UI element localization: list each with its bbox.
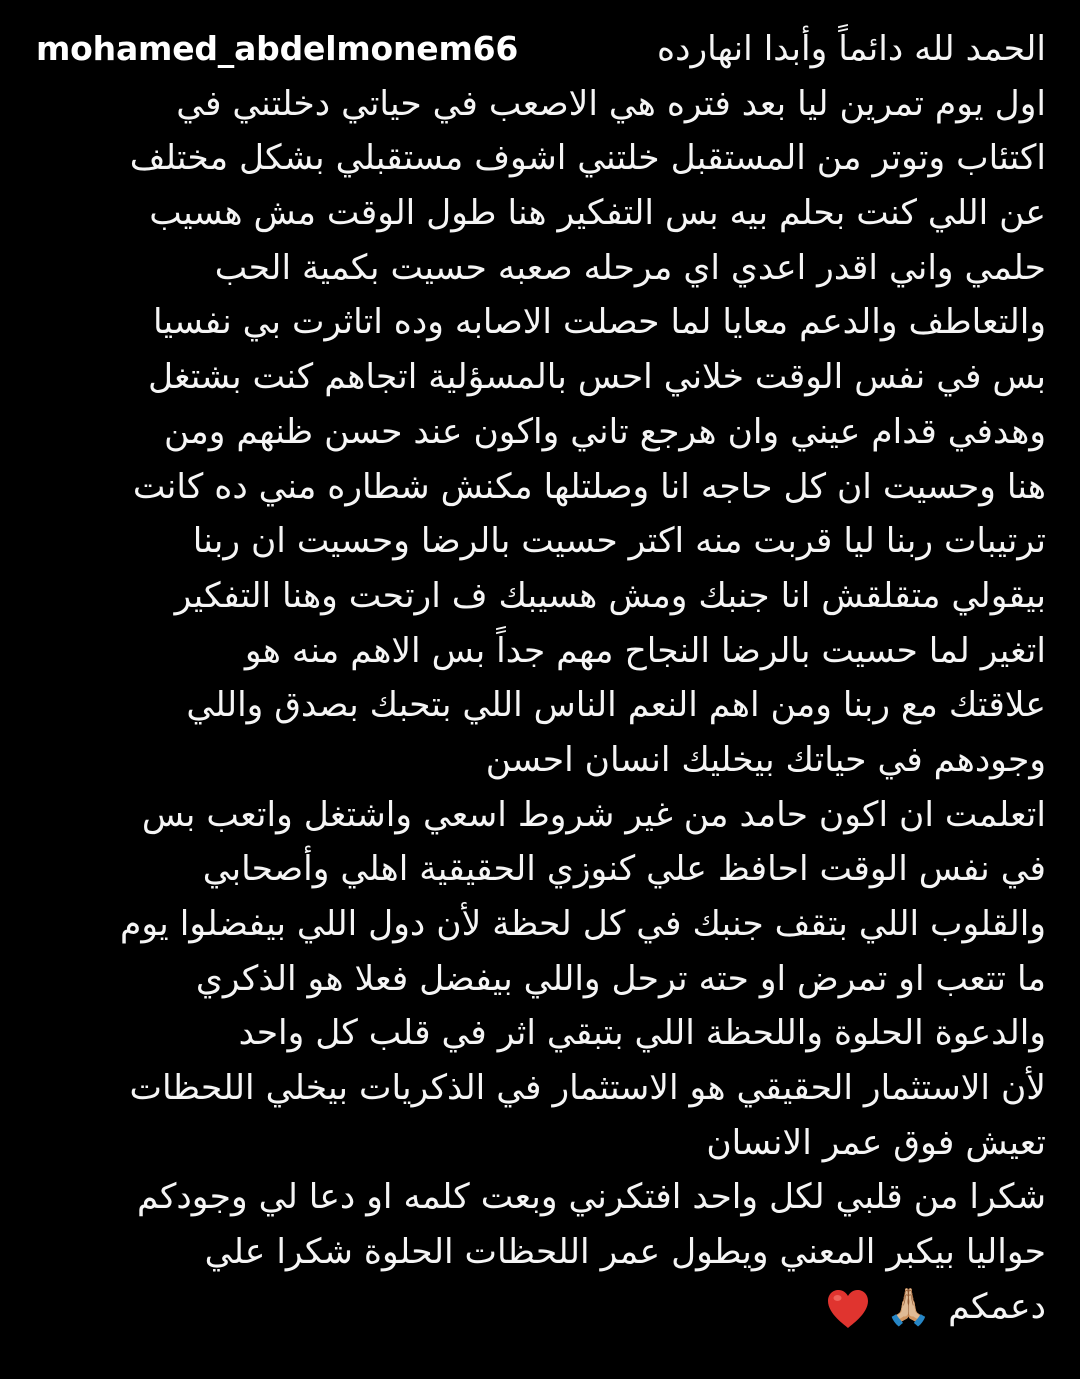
heart-icon: [825, 1287, 871, 1331]
caption-line-20: لأن الاستثمار الحقيقي هو الاستثمار في الذكريات بيخلي اللحظات: [129, 1068, 1046, 1109]
caption-line-3: اكتئاب وتوتر من المستقبل خلتني اشوف مستقبلي بشكل مختلف: [129, 138, 1046, 179]
caption-emojis: [825, 1281, 931, 1336]
caption-text-24: دعمكم: [948, 1286, 1046, 1327]
caption-line-21: تعيش فوق عمر الانسان: [706, 1122, 1046, 1163]
caption-text-1: الحمد لله دائماً وأبدا انهارده: [657, 29, 1046, 69]
caption-line-24: [34, 1280, 1046, 1335]
caption-line-2: اول يوم تمرين ليا بعد فتره هي الاصعب في حياتي دخلتني في: [176, 83, 1046, 124]
caption-line-17: والقلوب اللي بتقف جنبك في كل لحظة لأن دول اللي بيفضلوا يوم: [120, 904, 1046, 944]
caption-line-9: هنا وحسيت ان كل حاجه انا وصلتلها مكنش شطاره مني ده كانت: [132, 466, 1046, 507]
caption-line-12: اتغير لما حسيت بالرضا النجاح مهم جداً بس الاهم منه هو: [244, 630, 1046, 671]
caption-line-5: حلمي واني اقدر اعدي اي مرحله صعبه حسيت بكمية الحب: [214, 247, 1046, 288]
caption-line-22: شكرا من قلبي لكل واحد افتكرني وبعت كلمه او دعا لي وجودكم: [137, 1177, 1046, 1218]
caption-line-14: وجودهم في حياتك بيخليك انسان احسن: [485, 739, 1046, 780]
caption-line-7: بس في نفس الوقت خلاني احس بالمسؤلية اتجاهم كنت بشتغل: [147, 357, 1046, 398]
caption-line-8: وهدفي قدام عيني وان هرجع تاني واكون عند حسن ظنهم ومن: [164, 411, 1046, 452]
caption-line-19: والدعوة الحلوة واللحظة اللي بتبقي اثر في قلب كل واحد: [238, 1013, 1046, 1054]
caption-line-11: بيقولي متقلقش انا جنبك ومش هسيبك ف ارتحت وهنا التفكير: [174, 575, 1046, 616]
caption-line-13: علاقتك مع ربنا ومن اهم النعم الناس اللي بتحبك بصدق واللي: [186, 685, 1046, 726]
caption-line-18: ما تتعب او تمرض او حته ترحل واللي بيفضل فعلا هو الذكري: [195, 958, 1046, 999]
caption-line-1: [34, 22, 1046, 77]
caption-line-23: حواليا بيكبر المعني ويطول عمر اللحظات الحلوة شكرا علي: [204, 1232, 1046, 1273]
caption-line-6: والتعاطف والدعم معايا لما حصلت الاصابه وده اتاثرت بي نفسيا: [152, 302, 1046, 343]
caption-line-10: ترتيبات ربنا ليا قربت منه اكتر حسيت بالرضا وحسيت ان ربنا: [192, 521, 1046, 562]
caption-line-15: اتعلمت ان اكون حامد من غير شروط اسعي واشتغل واتعب بس: [141, 794, 1046, 835]
caption-line-4: عن اللي كنت بحلم بيه بس التفكير هنا طول الوقت مش هسيب: [149, 193, 1046, 234]
post-caption: [34, 22, 1046, 1335]
caption-line-16: في نفس الوقت احافظ علي كنوزي الحقيقية اهلي وأصحابي: [202, 849, 1046, 890]
praying-hands-icon: 🙏🏼: [886, 1286, 932, 1328]
username-link[interactable]: mohamed_abdelmonem66: [36, 29, 519, 68]
